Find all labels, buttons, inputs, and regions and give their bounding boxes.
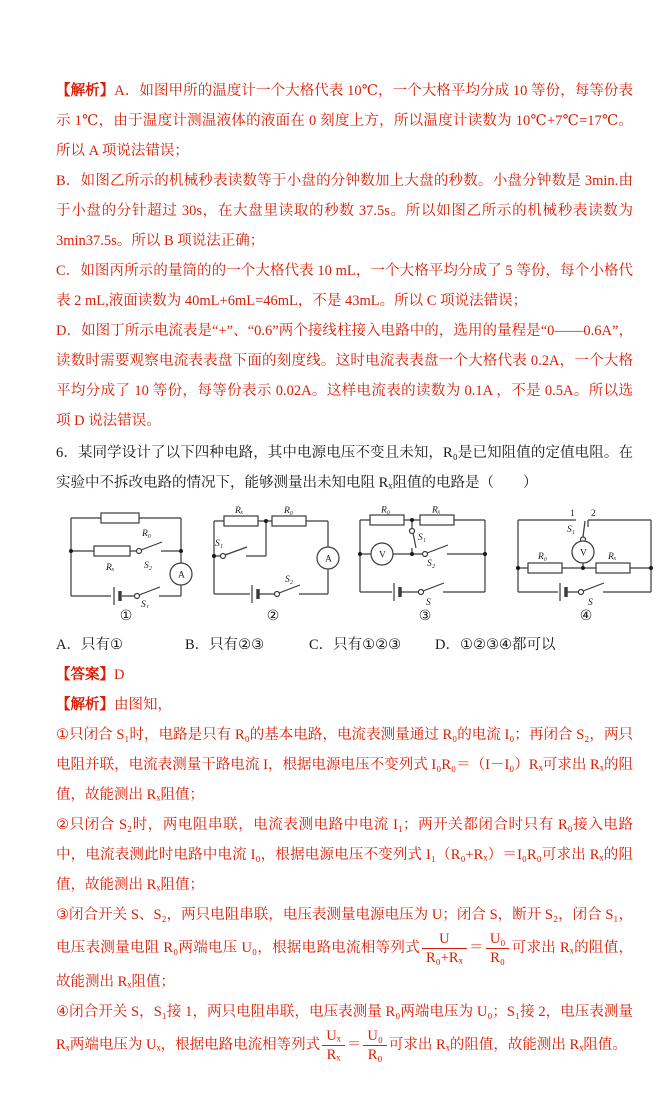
voltmeter xyxy=(572,541,594,563)
svg-text:S₁: S₁ xyxy=(567,525,576,535)
switch-s2 xyxy=(275,575,301,597)
resistor-rx xyxy=(420,506,454,525)
battery xyxy=(252,585,258,603)
answer-6-line xyxy=(56,660,633,690)
solution-6-block xyxy=(56,690,633,1065)
svg-text:Rₓ: Rₓ xyxy=(432,506,441,516)
solution-6-point-4 xyxy=(56,997,633,1064)
switch-s2 xyxy=(423,545,449,569)
question-6-options xyxy=(56,630,633,660)
option-c: C．只有①②③ xyxy=(309,637,402,653)
resistor-r0 xyxy=(528,552,562,573)
voltmeter xyxy=(371,543,393,565)
point-3-suffix: 可求出 Rₓ的阻值，故能测出 Rₓ阻值； xyxy=(56,939,633,991)
circuit-4-caption: ④ xyxy=(579,609,593,624)
svg-text:R₀: R₀ xyxy=(381,506,391,516)
circuit-4 xyxy=(506,506,661,626)
question-6-stem: 6．某同学设计了以下四种电路，其中电源电压不变且未知，R₀是已知阻值的定值电阻。在实验中不拆改电路的情况下，能够测量出未知电阻 Rₓ阻值的电路是（ ） xyxy=(56,445,633,491)
node xyxy=(581,566,585,570)
ammeter xyxy=(170,563,192,585)
circuit-1-diagram xyxy=(56,506,196,608)
solution-6-point-1: ①只闭合 S₁时，电路是只有 R₀的基本电路，电流表测量通过 R₀的电流 I₀；再闭合 S₂，两只电阻并联，电流表测量干路电流 I，根据电源电压不变列式 I₀R₀＝（I－I₀）Rₓ可求出 Rₓ的阻值，故能测出 Rₓ阻值； xyxy=(56,727,633,803)
node xyxy=(649,566,653,570)
resistor-r0 xyxy=(370,506,404,525)
svg-text:Rₓ: Rₓ xyxy=(235,506,244,516)
node xyxy=(516,566,520,570)
switch-s xyxy=(579,583,605,608)
selector-contact-2 xyxy=(591,509,596,519)
resistor-r0 xyxy=(101,513,151,539)
solution-5-para-c: C．如图丙所示的量筒的的一个大格代表 10 mL，一个大格平均分成了 5 等份，每个小格代表 2 mL,液面读数为 40mL+6mL=46mL，不是 43mL。所以 C 项说法错误； xyxy=(56,263,633,309)
circuit-1 xyxy=(56,506,196,626)
svg-text:R₀: R₀ xyxy=(284,506,294,516)
svg-text:S₁: S₁ xyxy=(141,600,150,608)
svg-text:S₂: S₂ xyxy=(285,575,294,585)
node xyxy=(264,519,268,523)
circuit-2 xyxy=(202,506,344,626)
solution-6-intro-text: 由图知， xyxy=(114,697,172,713)
circuit-3-caption: ③ xyxy=(418,609,432,624)
svg-text:S₂: S₂ xyxy=(427,559,436,569)
svg-text:S: S xyxy=(588,598,593,608)
circuit-3-diagram xyxy=(350,506,500,608)
circuit-3 xyxy=(350,506,500,626)
node xyxy=(179,549,183,553)
svg-text:R₀: R₀ xyxy=(142,529,152,539)
circuit-1-caption: ① xyxy=(119,609,133,624)
switch-s2 xyxy=(137,542,163,571)
svg-text:1: 1 xyxy=(570,509,575,519)
svg-text:S₂: S₂ xyxy=(144,561,153,571)
point-4-suffix: 可求出 Rₓ的阻值，故能测出 Rₓ阻值。 xyxy=(388,1037,627,1054)
battery xyxy=(114,587,120,605)
node xyxy=(410,518,414,522)
solution-5-para-d: D．如图丁所示电流表是“+”、“0.6”两个接线柱接入电路中的，选用的量程是“0——0.6A”，读数时需要观察电流表表盘下面的刻度线。这时电流表表盘一个大格代表 0.2A，一个大格平均分成了 10 等份，每等份表示 0.02A。这样电流表的读数为 0.1A ，不是 0.5A。所以选项 D 说法错误。 xyxy=(56,323,633,429)
battery xyxy=(560,583,566,601)
answer-value: D xyxy=(114,667,125,683)
answer-header: 【答案】 xyxy=(56,667,114,683)
solution-5-para-b: B．如图乙所示的机械秒表读数等于小盘的分钟数加上大盘的秒数。小盘分钟数是 3min.由于小盘的分针超过 30s，在大盘里读取的秒数 37.5s。所以如图乙所示的机械秒表读数为 3min37.5s。所以 B 项说法正确； xyxy=(56,173,633,249)
fraction-u0-over-r0: $\frac{\text{U₀}}{\text{R₀}}$ xyxy=(363,1027,387,1064)
solution-5-para-a xyxy=(56,76,633,166)
node xyxy=(483,552,487,556)
node xyxy=(212,554,216,558)
fraction-u0-over-r0: $\frac{\text{U₀}}{\text{R₀}}$ xyxy=(486,930,510,967)
equals-sign: ＝ xyxy=(346,1037,362,1054)
circuit-2-diagram xyxy=(202,506,344,608)
point-3-prefix: ③闭合开关 S、S₂，两只电阻串联，电压表测量电源电压为 U；闭合 S，断开 S₂，闭合 S₁，电压表测量电阻 R₀两端电压 U₀，根据电路电流相等列式 xyxy=(56,907,633,956)
resistor-rx xyxy=(224,506,258,526)
circuit-4-diagram xyxy=(506,506,661,608)
node xyxy=(69,549,73,553)
battery xyxy=(394,583,400,601)
svg-text:2: 2 xyxy=(591,509,596,519)
resistor-r0 xyxy=(272,506,306,526)
fraction-ux-over-rx: $\frac{\text{Uₓ}}{\text{Rₓ}}$ xyxy=(322,1027,345,1064)
circuit-2-wires xyxy=(214,521,328,594)
svg-text:A: A xyxy=(178,570,185,581)
option-a: A．只有① xyxy=(56,637,123,653)
switch-s1 xyxy=(410,529,427,549)
resistor-rx xyxy=(94,546,130,573)
solution-5-block xyxy=(56,76,633,436)
option-b: B．只有②③ xyxy=(185,637,265,653)
switch-s xyxy=(419,583,445,608)
point-4-prefix: ④闭合开关 S，S₁接 1，两只电阻串联，电压表测量 R₀两端电压为 U₀；S₁接 2，电压表测量 Rₓ两端电压为 Uₓ，根据电路电流相等列式 xyxy=(56,1004,633,1054)
circuit-diagram-row xyxy=(56,506,633,626)
solution-6-point-3 xyxy=(56,900,633,997)
resistor-rx xyxy=(596,552,630,573)
solution-header: 【解析】 xyxy=(56,83,115,99)
svg-text:A: A xyxy=(325,554,332,565)
node xyxy=(410,552,414,556)
svg-text:V: V xyxy=(379,550,386,561)
node xyxy=(358,552,362,556)
svg-text:S₁: S₁ xyxy=(418,533,427,543)
option-d: D．①②③④都可以 xyxy=(435,637,556,653)
solution-5-text-a: A．如图甲所的温度计一个大格代表 10℃，一个大格平均分成 10 等份，每等份表示 1℃，由于温度计测温液体的液面在 0 刻度上方，所以温度计读数为 10℃+7℃=17℃。所以 A 项说法错误； xyxy=(56,83,633,159)
fraction-u-over-r0-plus-rx: $\frac{U}{\text{R₀+Rₓ}}$ xyxy=(422,930,467,967)
circuit-2-caption: ② xyxy=(266,609,280,624)
solution-header: 【解析】 xyxy=(56,697,114,713)
switch-s1 xyxy=(135,587,161,608)
equals-sign: ＝ xyxy=(468,939,484,956)
ammeter xyxy=(317,547,339,569)
selector-contact-1 xyxy=(570,509,575,519)
solution-6-point-2: ②只闭合 S₂时，两电阻串联，电流表测电路中电流 I₁；两开关都闭合时只有 R₀接入电路中，电流表测此时电路中电流 I₀，根据电源电压不变列式 I₁（R₀+Rₓ）＝I₀R₀可求出 Rₓ的阻值，故能测出 Rₓ阻值； xyxy=(56,817,633,893)
svg-text:S₁: S₁ xyxy=(215,539,224,549)
switch-s1 xyxy=(567,521,586,542)
solution-6-intro xyxy=(56,690,633,720)
svg-text:Rₓ: Rₓ xyxy=(106,563,115,573)
svg-text:S: S xyxy=(426,598,431,608)
circuit-1-wires xyxy=(71,518,181,596)
svg-text:Rₓ: Rₓ xyxy=(608,552,617,562)
svg-text:R₀: R₀ xyxy=(538,552,548,562)
svg-text:V: V xyxy=(580,548,587,559)
